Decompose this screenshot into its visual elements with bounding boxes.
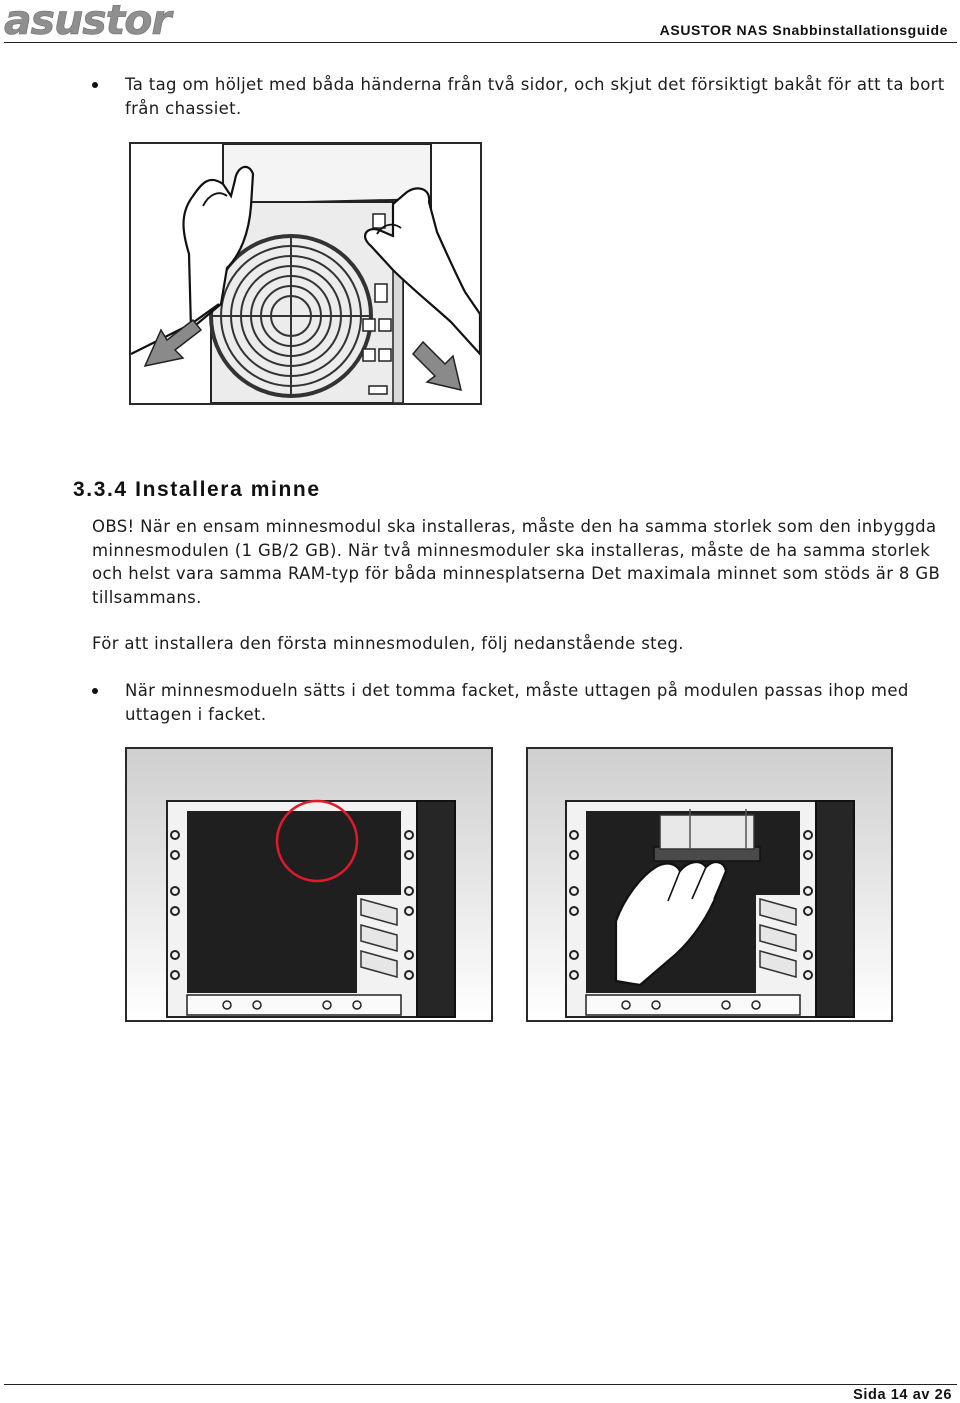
list-item	[92, 679, 952, 726]
bullet-icon	[92, 82, 98, 88]
bullet-text: Ta tag om höljet med båda händerna från två sidor, och skjut det försiktigt bakåt för att ta bort från chassiet.	[125, 75, 945, 118]
page-number: Sida 14 av 26	[853, 1387, 952, 1403]
note-paragraph: OBS! När en ensam minnesmodul ska installeras, måste den ha samma storlek som den inbyggda minnesmodulen (1 GB/2 GB). När två minnesmoduler ska installeras, måste de ha samma storlek och helst vara samma RAM-typ för båda minnesplatserna Det maximala minnet som stöds är 8 GB tillsammans.	[92, 517, 941, 607]
list-item	[92, 73, 952, 120]
memory-slot-illustration	[125, 747, 493, 1022]
header-title: ASUSTOR NAS Snabbinstallationsguide	[659, 22, 948, 38]
bullet-text: När minnesmodueln sätts i det tomma facket, måste uttagen på modulen passas ihop med uttagen i facket.	[125, 681, 909, 724]
section-heading: 3.3.4 Installera minne	[73, 478, 321, 501]
footer-divider	[4, 1384, 957, 1385]
header-divider	[4, 42, 957, 43]
remove-cover-illustration	[129, 142, 482, 405]
instruction-paragraph: För att installera den första minnesmodulen, följ nedanstående steg.	[92, 634, 684, 653]
insert-module-illustration	[526, 747, 893, 1022]
svg-text:asustor: asustor	[4, 0, 171, 42]
asustor-logo	[4, 0, 200, 42]
bullet-icon	[92, 688, 98, 694]
